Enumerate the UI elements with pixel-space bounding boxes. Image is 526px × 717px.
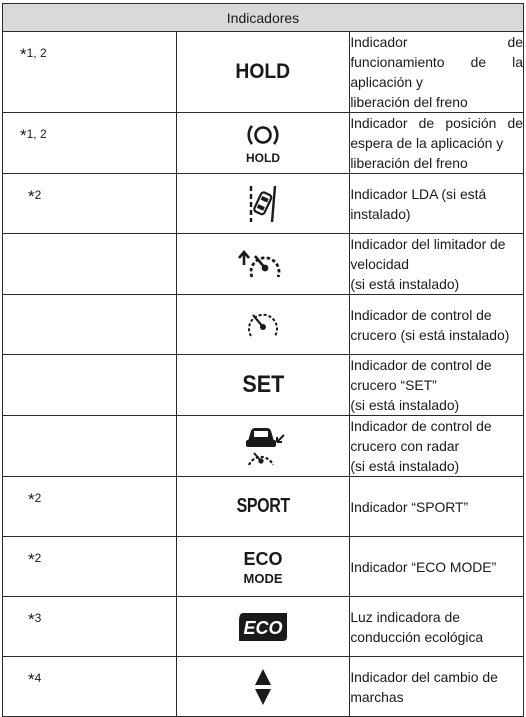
description-line-1: Indicador “ECO MODE” <box>350 558 497 575</box>
description-line-1: Luz indicadora de conducción ecológica <box>350 608 484 645</box>
description-cell <box>350 477 524 537</box>
description-cell <box>350 295 524 355</box>
description-line-2: (si está instalado) <box>350 276 460 292</box>
icon-cell <box>176 32 350 113</box>
description-cell <box>350 537 524 597</box>
hold-text-icon: HOLD <box>235 60 291 83</box>
description-cell <box>350 355 524 416</box>
footnote-mark-cell <box>3 657 177 717</box>
footnote-mark-cell <box>3 32 177 113</box>
footnote-mark-cell <box>3 295 177 355</box>
icon-cell <box>176 537 350 597</box>
eco-mode-text-icon <box>241 547 285 587</box>
svg-text:ECO: ECO <box>243 548 283 569</box>
description-cell <box>350 234 524 295</box>
speed-limiter-icon <box>235 244 291 284</box>
brake-hold-standby-icon <box>243 121 283 165</box>
sport-text-icon: SPORT <box>236 495 290 517</box>
indicators-table <box>2 3 524 717</box>
icon-cell <box>176 416 350 477</box>
lane-departure-alert-icon <box>245 184 281 224</box>
description-line-1: Indicador de funcionamiento de la aplicación y <box>350 34 523 90</box>
description-line-1: Indicador del limitador de velocidad <box>350 236 506 272</box>
description-line-1: Indicador LDA (si está instalado) <box>350 185 487 222</box>
icon-cell <box>176 113 350 174</box>
description-cell <box>350 657 524 717</box>
cruise-control-icon <box>243 305 283 345</box>
footnote-mark-cell <box>3 355 177 416</box>
footnote-mark-cell <box>3 174 177 234</box>
icon-cell <box>176 477 350 537</box>
description-line-2: (si está instalado) <box>350 458 460 474</box>
table-row <box>3 416 524 477</box>
footnote-mark: *2 <box>28 550 42 569</box>
description-line-2: liberación del freno <box>350 94 468 110</box>
icon-cell <box>176 234 350 295</box>
description-line-1: Indicador de control de crucero (si está instalado) <box>350 306 510 343</box>
icon-cell <box>176 657 350 717</box>
description-line-1: Indicador de control de crucero “SET” <box>350 357 492 393</box>
icon-cell <box>176 597 350 657</box>
table-row <box>3 234 524 295</box>
footnote-mark: *2 <box>28 490 42 509</box>
description-line-1: Indicador “SPORT” <box>350 498 469 515</box>
description-cell <box>350 113 524 174</box>
footnote-mark: *1, 2 <box>20 126 47 145</box>
footnote-mark-cell <box>3 477 177 537</box>
footnote-mark-cell <box>3 537 177 597</box>
radar-cruise-control-icon <box>240 425 286 467</box>
shift-up-down-arrows-icon <box>253 668 273 706</box>
footnote-mark: *1, 2 <box>20 45 47 64</box>
icon-cell <box>176 174 350 234</box>
icon-cell <box>176 295 350 355</box>
description-cell <box>350 597 524 657</box>
footnote-mark-cell <box>3 234 177 295</box>
icon-cell <box>176 355 350 416</box>
table-row <box>3 537 524 597</box>
description-line-1: Indicador de control de crucero con radar <box>350 418 492 454</box>
table-header-row <box>3 4 524 32</box>
footnote-mark: *4 <box>28 670 42 689</box>
svg-text:MODE: MODE <box>243 570 283 586</box>
eco-drive-badge-icon <box>237 611 289 643</box>
table-header: Indicadores <box>3 4 524 32</box>
description-line-1: Indicador del cambio de marchas <box>350 668 498 705</box>
footnote-mark-cell <box>3 597 177 657</box>
table-row <box>3 174 524 234</box>
description-cell <box>350 32 524 113</box>
description-line-2: (si está instalado) <box>350 397 460 413</box>
table-row <box>3 355 524 416</box>
table-row <box>3 477 524 537</box>
footnote-mark: *2 <box>28 187 42 206</box>
table-row <box>3 295 524 355</box>
table-row <box>3 32 524 113</box>
table-row <box>3 113 524 174</box>
description-cell <box>350 174 524 234</box>
footnote-mark: *3 <box>28 610 42 629</box>
svg-text:ECO: ECO <box>243 617 283 638</box>
footnote-mark-cell <box>3 416 177 477</box>
description-cell <box>350 416 524 477</box>
description-line-1: Indicador de posición de espera de la aplicación y <box>350 115 523 151</box>
table-row <box>3 597 524 657</box>
set-text-icon: SET <box>241 371 284 398</box>
footnote-mark-cell <box>3 113 177 174</box>
table-row <box>3 657 524 717</box>
description-line-2: liberación del freno <box>350 155 468 171</box>
svg-text:HOLD: HOLD <box>245 151 280 165</box>
